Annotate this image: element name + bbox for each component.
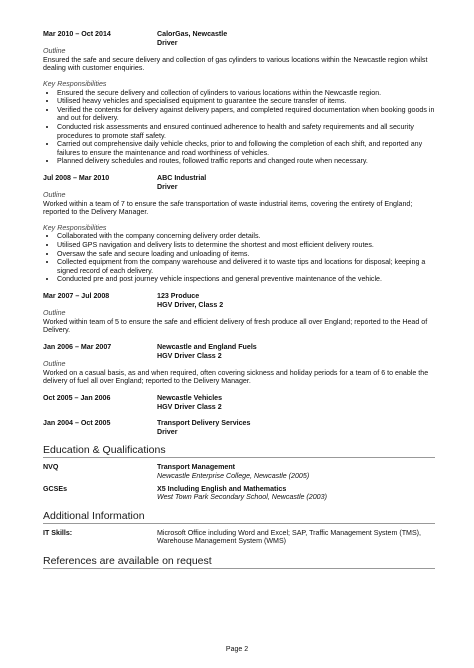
responsibility-item: • Collaborated with the company concerning delivery order details. [57, 232, 435, 241]
it-skills-label: IT Skills: [43, 528, 73, 537]
responsibility-item: • Utilised GPS navigation and delivery lists to determine the shortest and most efficient delivery routes. [57, 241, 435, 250]
qualification-type: NVQ [43, 463, 59, 472]
job-employer: Newcastle Vehicles [157, 393, 223, 402]
education-item [43, 463, 435, 480]
job-outline: Worked on a casual basis, as and when required, often covering sickness and holiday periods for a team of 6 to enable the delivery of fuel all over England; reported to the Delivery Manager. [43, 368, 429, 386]
job-entry [43, 174, 435, 284]
job-entry [43, 343, 435, 386]
responsibilities-list [43, 232, 435, 284]
it-skills-row [43, 529, 435, 546]
job-employer: Transport Delivery Services [157, 419, 251, 428]
job-employer: CalorGas, Newcastle [157, 30, 228, 38]
job-dates: Oct 2005 – Jan 2006 [43, 393, 111, 402]
job-employer: ABC Industrial [157, 173, 207, 182]
job-entry [43, 292, 435, 335]
responsibilities-label: Key Responsibilities [43, 79, 107, 88]
job-outline: Worked within team of 5 to ensure the safe and efficient delivery of fresh produce all over England; reported to the Head of Delivery. [43, 317, 428, 335]
job-employer: Newcastle and England Fuels [157, 343, 257, 351]
responsibility-item: • Planned delivery schedules and routes, followed traffic reports and changed route when necessary. [57, 157, 435, 166]
job-dates: Jan 2004 – Oct 2005 [43, 419, 111, 428]
job-role: Driver [157, 427, 178, 436]
responsibility-item: • Utilised heavy vehicles and specialised equipment to guarantee the secure transfer of items. [57, 97, 435, 106]
responsibility-item: • Conducted risk assessments and ensured continued adherence to health and safety requirements and all security procedures to promote staff safety. [57, 123, 435, 140]
job-dates: Mar 2010 – Oct 2014 [43, 30, 111, 38]
cv-page-content [43, 30, 435, 569]
job-role: Driver [157, 38, 178, 47]
outline-label: Outline [43, 191, 66, 200]
job-role: Driver [157, 182, 178, 191]
outline-label: Outline [43, 47, 66, 56]
responsibilities-label: Key Responsibilities [43, 223, 107, 232]
job-role: HGV Driver, Class 2 [157, 300, 224, 309]
job-entry [43, 394, 435, 411]
page-number: Page 2 [225, 646, 249, 653]
job-outline: Worked within a team of 7 to ensure the safe transportation of waste industrial items, covering the entirety of England; reported to the Delivery Manager. [43, 199, 413, 217]
qualification-type: GCSEs [43, 484, 68, 493]
outline-label: Outline [43, 360, 66, 369]
responsibility-item: • Conducted pre and post journey vehicle inspections and general preventive maintenance of the vehicle. [57, 275, 435, 284]
job-dates: Jan 2006 – Mar 2007 [43, 343, 112, 351]
job-entry [43, 419, 435, 436]
additional-info-heading: Additional Information [43, 510, 435, 524]
job-role: HGV Driver Class 2 [157, 351, 222, 360]
it-skills-value: Microsoft Office including Word and Excel; SAP, Traffic Management System (TMS), Warehouse Management System (WMS) [157, 528, 422, 546]
responsibilities-list [43, 89, 435, 166]
qualification-school: Newcastle Enterprise College, Newcastle (2005) [157, 471, 310, 480]
references-note: References are available on request [43, 555, 435, 569]
education-heading: Education & Qualifications [43, 444, 435, 458]
qualification-school: West Town Park Secondary School, Newcastle (2003) [157, 493, 327, 502]
job-dates: Jul 2008 – Mar 2010 [43, 173, 110, 182]
outline-label: Outline [43, 309, 66, 318]
job-role: HGV Driver Class 2 [157, 402, 222, 411]
responsibility-item: • Ensured the secure delivery and collection of cylinders to various locations within the Newcastle region. [57, 89, 435, 98]
education-item [43, 485, 435, 502]
qualification-title: Transport Management [157, 463, 236, 472]
job-outline: Ensured the safe and secure delivery and collection of gas cylinders to various locations within the Newcastle region whilst dealing with customer enquiries. [43, 55, 428, 73]
responsibility-item: • Collected equipment from the company warehouse and delivered it to waste tips and locations for disposal; keeping a signed record of each delivery. [57, 258, 435, 275]
responsibility-item: • Oversaw the safe and secure loading and unloading of items. [57, 250, 435, 259]
job-employer: 123 Produce [157, 292, 200, 301]
responsibility-item: • Carried out comprehensive daily vehicle checks, prior to and following the completion of each shift, and reported any failures to ensure the maintenance and road worthiness of vehicles. [57, 140, 435, 157]
job-dates: Mar 2007 – Jul 2008 [43, 292, 110, 301]
qualification-title: X5 Including English and Mathematics [157, 484, 287, 493]
responsibility-item: • Verified the contents for delivery against delivery papers, and completed required documentation when booking goods in and out for delivery. [57, 106, 435, 123]
job-entry [43, 30, 435, 166]
